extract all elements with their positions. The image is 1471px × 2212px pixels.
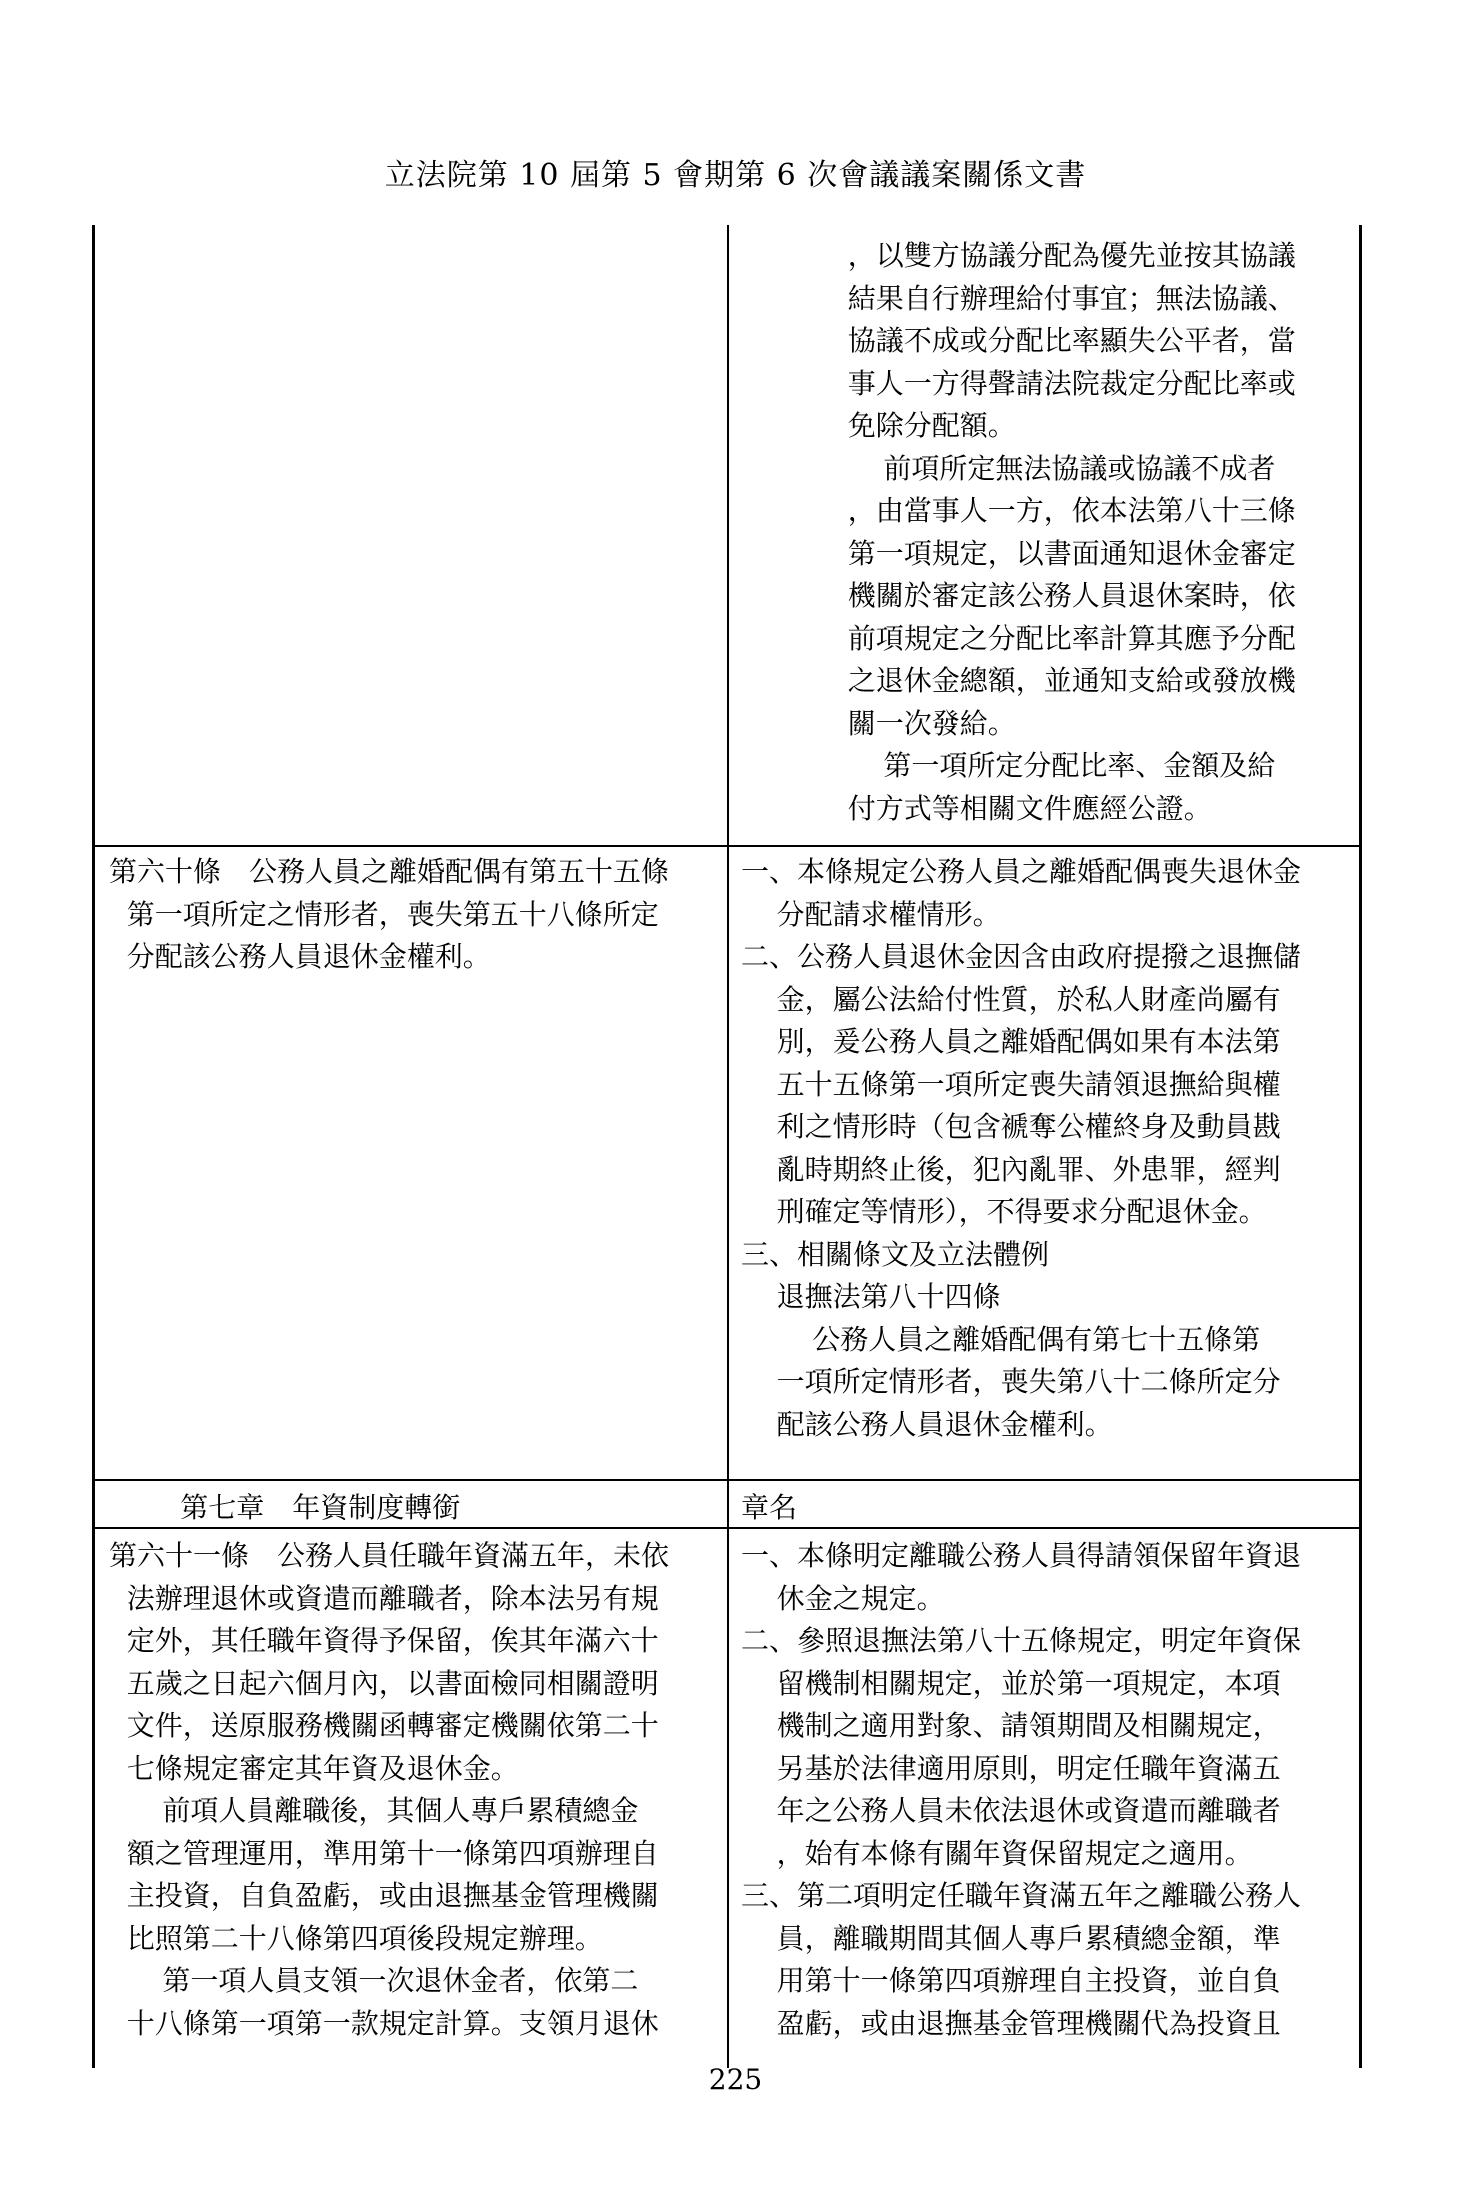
text-line: 協議不成或分配比率顯失公平者，當 [741,324,1296,357]
row-divider [95,845,1359,847]
text-line: ，由當事人一方，依本法第八十三條 [741,494,1296,527]
text-line: 員，離職期間其個人專戶累積總金額，準 [741,1921,1281,1955]
text-line: 刑確定等情形），不得要求分配退休金。 [741,1195,1267,1228]
text-line: 事人一方得聲請法院裁定分配比率或 [741,366,1296,400]
text-line: 第七章 年資制度轉銜 [109,1491,461,1524]
text-line: 付方式等相關文件應經公證。 [741,791,1212,825]
text-line: 第六十條 公務人員之離婚配偶有第五十五條 [109,855,670,888]
explanation-text-cell [741,235,1351,830]
text-line: ，以雙方協議分配為優先並按其協議 [741,239,1296,272]
text-line: 盈虧，或由退撫基金管理機關代為投資且 [741,2006,1281,2040]
text-line: 五歲之日起六個月內，以書面檢同相關證明 [109,1666,659,1700]
text-line: 額之管理運用，準用第十一條第四項辦理自 [109,1836,659,1870]
page-number: 225 [708,2063,763,2096]
text-line: 年之公務人員未依法退休或資遣而離職者 [741,1794,1281,1827]
text-line: ，始有本條有關年資保留規定之適用。 [741,1836,1253,1870]
text-line: 退撫法第八十四條 [741,1280,1001,1313]
text-line: 文件，送原服務機關函轉審定機關依第二十 [109,1709,659,1742]
text-line: 機制之適用對象、請領期間及相關規定， [741,1709,1281,1742]
text-line: 分配該公務人員退休金權利。 [109,940,491,973]
text-line: 別，爰公務人員之離婚配偶如果有本法第 [741,1025,1281,1058]
text-line: 十八條第一項第一款規定計算。支領月退休 [109,2006,659,2040]
text-line: 機關於審定該公務人員退休案時，依 [741,579,1296,612]
text-line: 一、本條規定公務人員之離婚配偶喪失退休金 [741,855,1302,888]
chapter-7-title [109,1487,719,1530]
page-header: 立法院第 10 屆第 5 會期第 6 次會議議案關係文書 [384,158,1087,193]
text-line: 第六十一條 公務人員任職年資滿五年，未依 [109,1539,670,1572]
text-line: 關一次發給。 [741,706,1016,740]
text-line: 前項人員離職後，其個人專戶累積總金 [109,1794,639,1827]
chapter-7-explanation [741,1487,1351,1530]
row-divider [95,1479,1359,1481]
text-line: 定外，其任職年資得予保留，俟其年滿六十 [109,1624,659,1657]
text-line: 亂時期終止後，犯內亂罪、外患罪，經判 [741,1152,1281,1186]
article-61-provision [109,1535,719,2045]
text-line: 主投資，自負盈虧，或由退撫基金管理機關 [109,1879,659,1912]
text-line: 一項所定情形者，喪失第八十二條所定分 [741,1365,1281,1398]
text-line: 三、相關條文及立法體例 [741,1237,1050,1271]
text-line: 章名 [741,1491,798,1524]
text-line: 七條規定審定其年資及退休金。 [109,1751,519,1785]
text-line: 二、公務人員退休金因含由政府提撥之退撫儲 [741,940,1302,973]
text-line: 前項所定無法協議或協議不成者 [741,451,1276,485]
text-line: 第一項規定，以書面通知退休金審定 [741,536,1296,570]
text-line: 三、第二項明定任職年資滿五年之離職公務人 [741,1879,1302,1912]
text-line: 分配請求權情形。 [741,897,1001,931]
text-line: 結果自行辦理給付事宜；無法協議、 [741,281,1296,315]
text-line: 利之情形時（包含褫奪公權終身及動員戡 [741,1110,1281,1143]
text-line: 留機制相關規定，並於第一項規定，本項 [741,1666,1281,1700]
text-line: 公務人員之離婚配偶有第七十五條第 [741,1322,1261,1356]
text-line: 第一項人員支領一次退休金者，依第二 [109,1964,639,1997]
column-divider [727,225,729,2068]
text-line: 二、參照退撫法第八十五條規定，明定年資保 [741,1624,1302,1657]
text-line: 配該公務人員退休金權利。 [741,1407,1113,1441]
text-line: 比照第二十八條第四項後段規定辦理。 [109,1921,603,1955]
text-line: 第一項所定分配比率、金額及給 [741,749,1276,782]
text-line: 免除分配額。 [741,409,1016,442]
text-line: 前項規定之分配比率計算其應予分配 [741,621,1296,655]
comparison-table [92,225,1362,2068]
text-line: 另基於法律適用原則，明定任職年資滿五 [741,1751,1281,1785]
text-line: 用第十一條第四項辦理自主投資，並自負 [741,1964,1281,1997]
text-line: 休金之規定。 [741,1581,945,1615]
article-60-explanation [741,851,1351,1446]
text-line: 一、本條明定離職公務人員得請領保留年資退 [741,1539,1302,1572]
text-line: 五十五條第一項所定喪失請領退撫給與權 [741,1067,1281,1101]
article-60-provision [109,851,719,979]
text-line: 金，屬公法給付性質，於私人財產尚屬有 [741,982,1281,1016]
text-line: 法辦理退休或資遣而離職者，除本法另有規 [109,1581,659,1615]
text-line: 之退休金總額，並通知支給或發放機 [741,664,1296,697]
text-line: 第一項所定之情形者，喪失第五十八條所定 [109,897,659,931]
article-61-explanation [741,1535,1351,2045]
